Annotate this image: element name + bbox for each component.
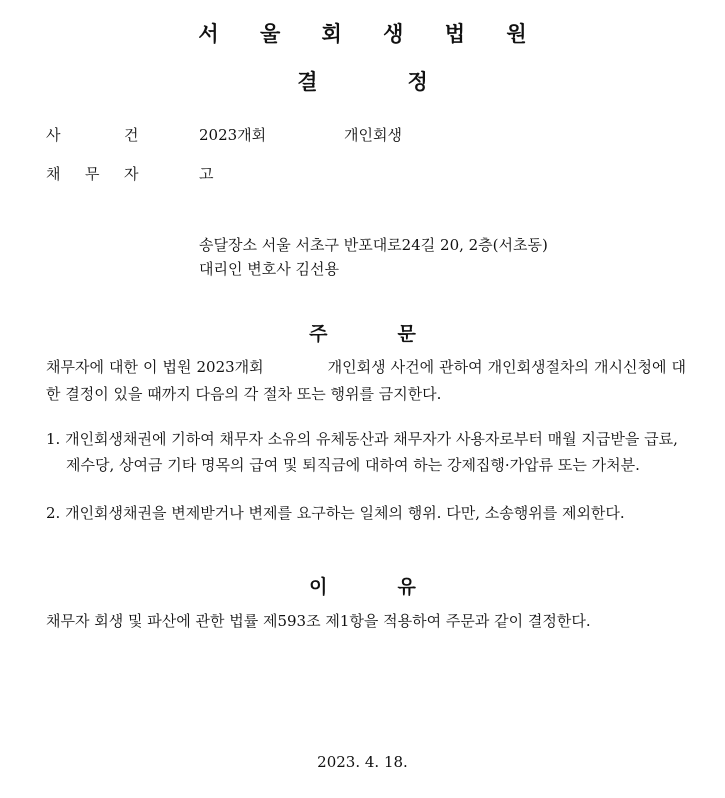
case-name: 개인회생	[344, 126, 402, 144]
reason-title	[0, 572, 725, 599]
decision-date: 2023. 4. 18.	[317, 753, 408, 771]
reason-title-left: 이	[309, 576, 328, 598]
service-address: 송달장소 서울 서초구 반포대로24길 20, 2층(서초동)	[199, 236, 548, 254]
order-intro-after: 개인회생 사건에 관하여 개인회생절차의 개시신청에 대한 결정이 있을 때까지 다음의 각 절차 또는 행위를 금지한다.	[46, 358, 686, 403]
reason-text: 채무자 회생 및 파산에 관한 법률 제593조 제1항을 적용하여 주문과 같이 결정한다.	[46, 612, 591, 630]
court-name: 서 울 회 생 법 원	[198, 22, 544, 46]
debtor-label-char: 무	[85, 165, 100, 183]
order-intro-before: 채무자에 대한 이 법원 2023개회	[46, 358, 264, 376]
order-title-left: 주	[309, 323, 328, 345]
debtor-name: 고	[199, 165, 214, 183]
order-title	[0, 319, 725, 346]
debtor-label-char: 자	[124, 165, 139, 183]
case-number: 2023개회	[199, 126, 267, 144]
document-type-title	[0, 66, 725, 96]
reason-title-right: 유	[397, 576, 416, 598]
debtor-label	[46, 163, 163, 184]
doc-type-right: 정	[407, 70, 428, 94]
agent-attorney: 대리인 변호사 김선용	[199, 260, 339, 278]
case-label-char: 건	[124, 126, 139, 144]
case-label-char: 사	[46, 126, 61, 144]
order-item-1: 1. 개인회생채권에 기하여 채무자 소유의 유체동산과 채무자가 사용자로부터 매월 지급받을 급료, 제수당, 상여금 기타 명목의 급여 및 퇴직금에 대하여 하는 강제집행·가압류 또는 가처분.	[46, 430, 678, 474]
order-item-2: 2. 개인회생채권을 변제받거나 변제를 요구하는 일체의 행위. 다만, 소송행위를 제외한다.	[46, 504, 625, 522]
doc-type-left: 결	[297, 70, 318, 94]
order-intro	[46, 354, 686, 408]
case-label	[46, 124, 163, 145]
order-title-right: 문	[397, 323, 416, 345]
debtor-label-char: 채	[46, 165, 61, 183]
